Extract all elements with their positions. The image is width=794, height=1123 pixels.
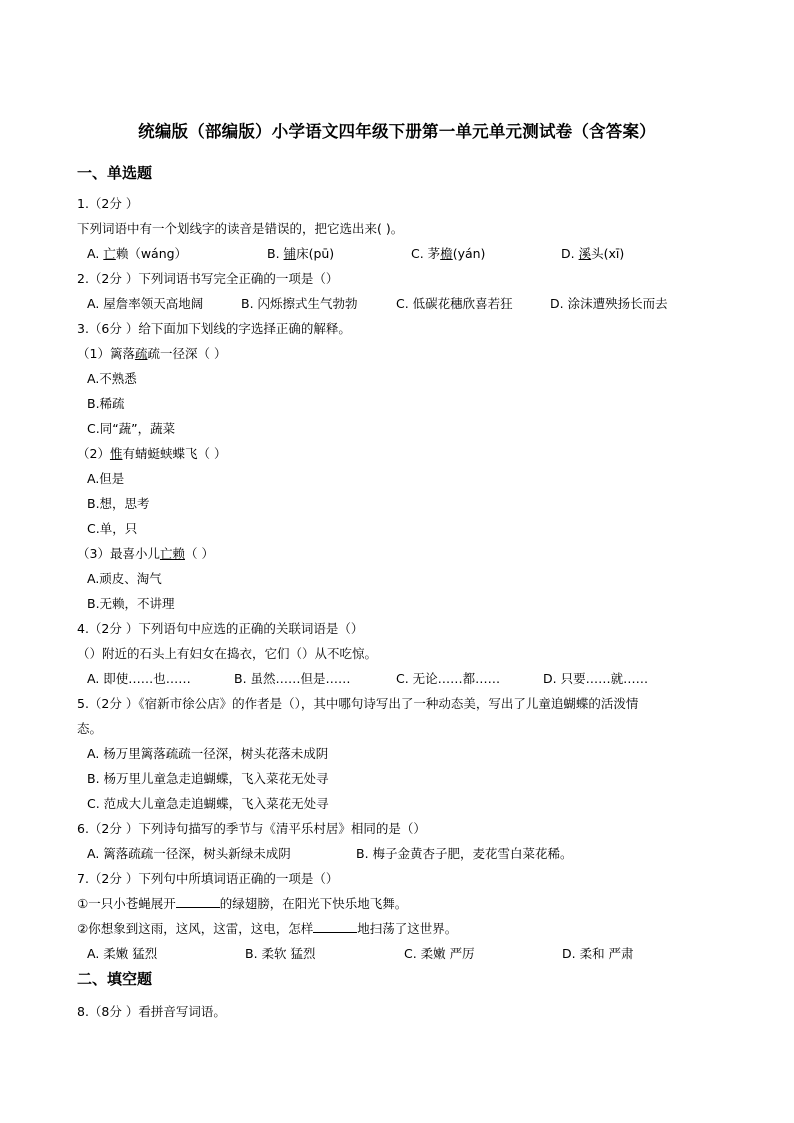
q1-stem: 下列词语中有一个划线字的读音是错误的，把它选出来( )。 [77,221,404,236]
q5-head-cont: 态。 [77,721,103,736]
q1-option-d: D. 溪头(xī) [561,246,625,261]
q4-option-b: B. 虽然……但是…… [234,671,351,686]
q3-sub3-option-a: A.顽皮、淘气 [87,571,162,586]
q8-head: 8.（8分 ）看拼音写词语。 [77,1004,226,1019]
blank-line[interactable] [313,921,357,933]
q1-head: 1.（2分 ） [77,196,139,211]
q5-option-b: B. 杨万里儿童急走追蝴蝶，飞入菜花无处寻 [87,771,329,786]
q5-head: 5.（2分 ）《宿新市徐公店》的作者是（），其中哪句诗写出了一种动态美，写出了儿童追蝴蝶的活泼情 [77,696,639,711]
q4-option-c: C. 无论……都…… [396,671,501,686]
q3-sub1: （1）篱落疏疏一径深（ ） [77,346,227,361]
q3-sub3: （3）最喜小儿亡赖（ ） [77,546,214,561]
q5-option-a: A. 杨万里篱落疏疏一径深，树头花落未成阴 [87,746,329,761]
q7-head: 7.（2分 ）下列句中所填词语正确的一项是（） [77,871,339,886]
q5-option-c: C. 范成大儿童急走追蝴蝶，飞入菜花无处寻 [87,796,329,811]
q7-option-b: B. 柔软 猛烈 [245,946,316,961]
section-heading-fill-blank: 二、填空题 [77,970,153,988]
q3-sub2-option-a: A.但是 [87,471,125,486]
section-heading-single-choice: 一、单选题 [77,164,153,182]
q2-option-c: C. 低碳花穗欣喜若狂 [396,296,513,311]
blank-line[interactable] [176,896,220,908]
q3-head: 3.（6分 ）给下面加下划线的字选择正确的解释。 [77,321,351,336]
q3-sub1-option-b: B.稀疏 [87,396,125,411]
q4-option-d: D. 只要……就…… [543,671,649,686]
q6-option-b: B. 梅子金黄杏子肥，麦花雪白菜花稀。 [356,846,573,861]
q3-sub2-option-b: B.想，思考 [87,496,150,511]
q4-stem: （）附近的石头上有妇女在捣衣，它们（）从不吃惊。 [77,646,378,661]
q6-head: 6.（2分 ）下列诗句描写的季节与《清平乐村居》相同的是（） [77,821,426,836]
q3-sub2: （2）惟有蜻蜓蛱蝶飞（ ） [77,446,227,461]
q1-option-a: A. 亡赖（wáng） [87,246,188,261]
q4-option-a: A. 即使……也…… [87,671,191,686]
q3-sub1-option-a: A.不熟悉 [87,371,137,386]
q4-head: 4.（2分 ）下列语句中应选的正确的关联词语是（） [77,621,364,636]
q3-sub3-option-b: B.无赖，不讲理 [87,596,175,611]
page-title: 统编版（部编版）小学语文四年级下册第一单元单元测试卷（含答案） [138,122,656,141]
q2-option-d: D. 涂沫遭殃扬长而去 [550,296,668,311]
q7-option-d: D. 柔和 严肃 [562,946,634,961]
q1-option-b: B. 铺床(pū) [267,246,335,261]
q3-sub1-option-c: C.同“蔬”，蔬菜 [87,421,176,436]
q7-sentence-1: ①一只小苍蝇展开 的绿翅膀，在阳光下快乐地飞舞。 [77,896,408,911]
q2-option-b: B. 闪烁擦式生气勃勃 [241,296,358,311]
q7-sentence-2: ②你想象到这雨，这风，这雷，这电，怎样 地扫荡了这世界。 [77,921,458,936]
q7-option-a: A. 柔嫩 猛烈 [87,946,158,961]
q2-head: 2.（2分 ）下列词语书写完全正确的一项是（） [77,271,339,286]
q3-sub2-option-c: C.单，只 [87,521,138,536]
q1-option-c: C. 茅檐(yán) [411,246,486,261]
q6-option-a: A. 篱落疏疏一径深，树头新绿未成阴 [87,846,291,861]
q2-option-a: A. 屋詹率领天高地阔 [87,296,204,311]
q7-option-c: C. 柔嫩 严厉 [404,946,475,961]
